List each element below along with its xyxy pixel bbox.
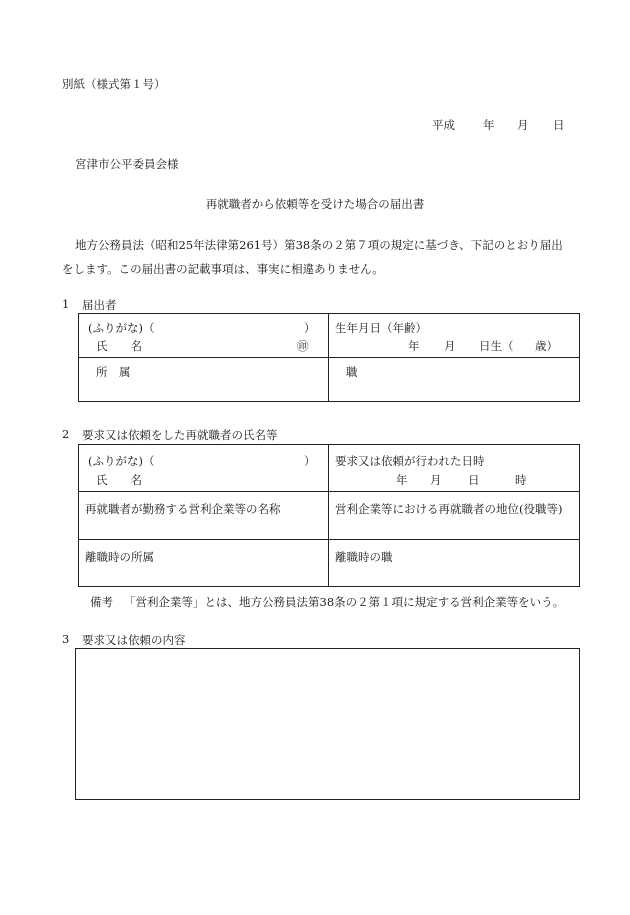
company-position-field[interactable] (328, 491, 580, 539)
request-year: 年 (396, 473, 408, 487)
birthdate-label: 生年月日（年齢） (335, 321, 427, 335)
leave-affiliation-field[interactable] (78, 539, 328, 587)
section3-number: 3 (62, 632, 70, 646)
section3-heading: 要求又は依頼の内容 (82, 633, 186, 647)
request-content-box[interactable] (75, 648, 580, 800)
leave-position-label: 離職時の職 (335, 550, 393, 564)
document-title: 再就職者から依頼等を受けた場合の届出書 (205, 197, 425, 211)
date-year: 年 (483, 118, 495, 132)
filer-affiliation-field[interactable] (78, 357, 328, 402)
company-name-field[interactable] (78, 491, 328, 539)
reemployee-name-field[interactable] (78, 444, 328, 491)
filer-furigana-close: ） (304, 321, 316, 335)
request-datetime-label: 要求又は依頼が行われた日時 (335, 454, 485, 468)
note-label: 備考 (90, 595, 113, 609)
filer-position-field[interactable] (328, 357, 580, 402)
addressee: 宮津市公平委員会様 (75, 157, 179, 171)
request-hour: 時 (515, 473, 527, 487)
request-month: 月 (430, 473, 442, 487)
date-day: 日 (553, 118, 565, 132)
request-datetime-field[interactable] (328, 444, 580, 491)
birth-day: 日生（ (479, 339, 514, 353)
seal-mark: ㊞ (297, 339, 309, 353)
reemployee-furigana-label: (ふりがな)（ (88, 454, 155, 468)
section1-heading: 届出者 (82, 298, 117, 312)
section1-number: 1 (62, 297, 70, 311)
company-name-label: 再就職者が勤務する営利企業等の名称 (85, 502, 281, 516)
filer-position-label: 職 (346, 365, 358, 379)
birth-age: 歳） (535, 339, 558, 353)
leave-position-field[interactable] (328, 539, 580, 587)
form-id: 別紙（様式第１号） (62, 77, 166, 91)
reemployee-name-label: 氏 名 (96, 473, 142, 487)
filer-name-label: 氏 名 (96, 339, 142, 353)
filer-name-field[interactable] (78, 313, 328, 357)
note-text: 「営利企業等」とは、地方公務員法第38条の２第１項に規定する営利企業等をいう。 (124, 595, 565, 609)
reemployee-furigana-close: ） (304, 454, 316, 468)
intro-line-1: 地方公務員法（昭和25年法律第261号）第38条の２第７項の規定に基づき、下記のとおり届出 (75, 238, 563, 252)
birth-month: 月 (444, 339, 456, 353)
section2-number: 2 (62, 427, 70, 441)
section2-heading: 要求又は依頼をした再就職者の氏名等 (82, 428, 278, 442)
filer-affiliation-label: 所 属 (96, 365, 131, 379)
filer-furigana-label: (ふりがな)（ (88, 321, 155, 335)
filer-birthdate-field[interactable] (328, 313, 580, 357)
request-day: 日 (468, 473, 480, 487)
company-position-label: 営利企業等における再就職者の地位(役職等) (335, 502, 563, 516)
leave-affiliation-label: 離職時の所属 (85, 550, 154, 564)
date-month: 月 (517, 118, 529, 132)
date-era: 平成 (432, 118, 455, 132)
birth-year: 年 (408, 339, 420, 353)
intro-line-2: をします。この届出書の記載事項は、事実に相違ありません。 (62, 262, 384, 276)
